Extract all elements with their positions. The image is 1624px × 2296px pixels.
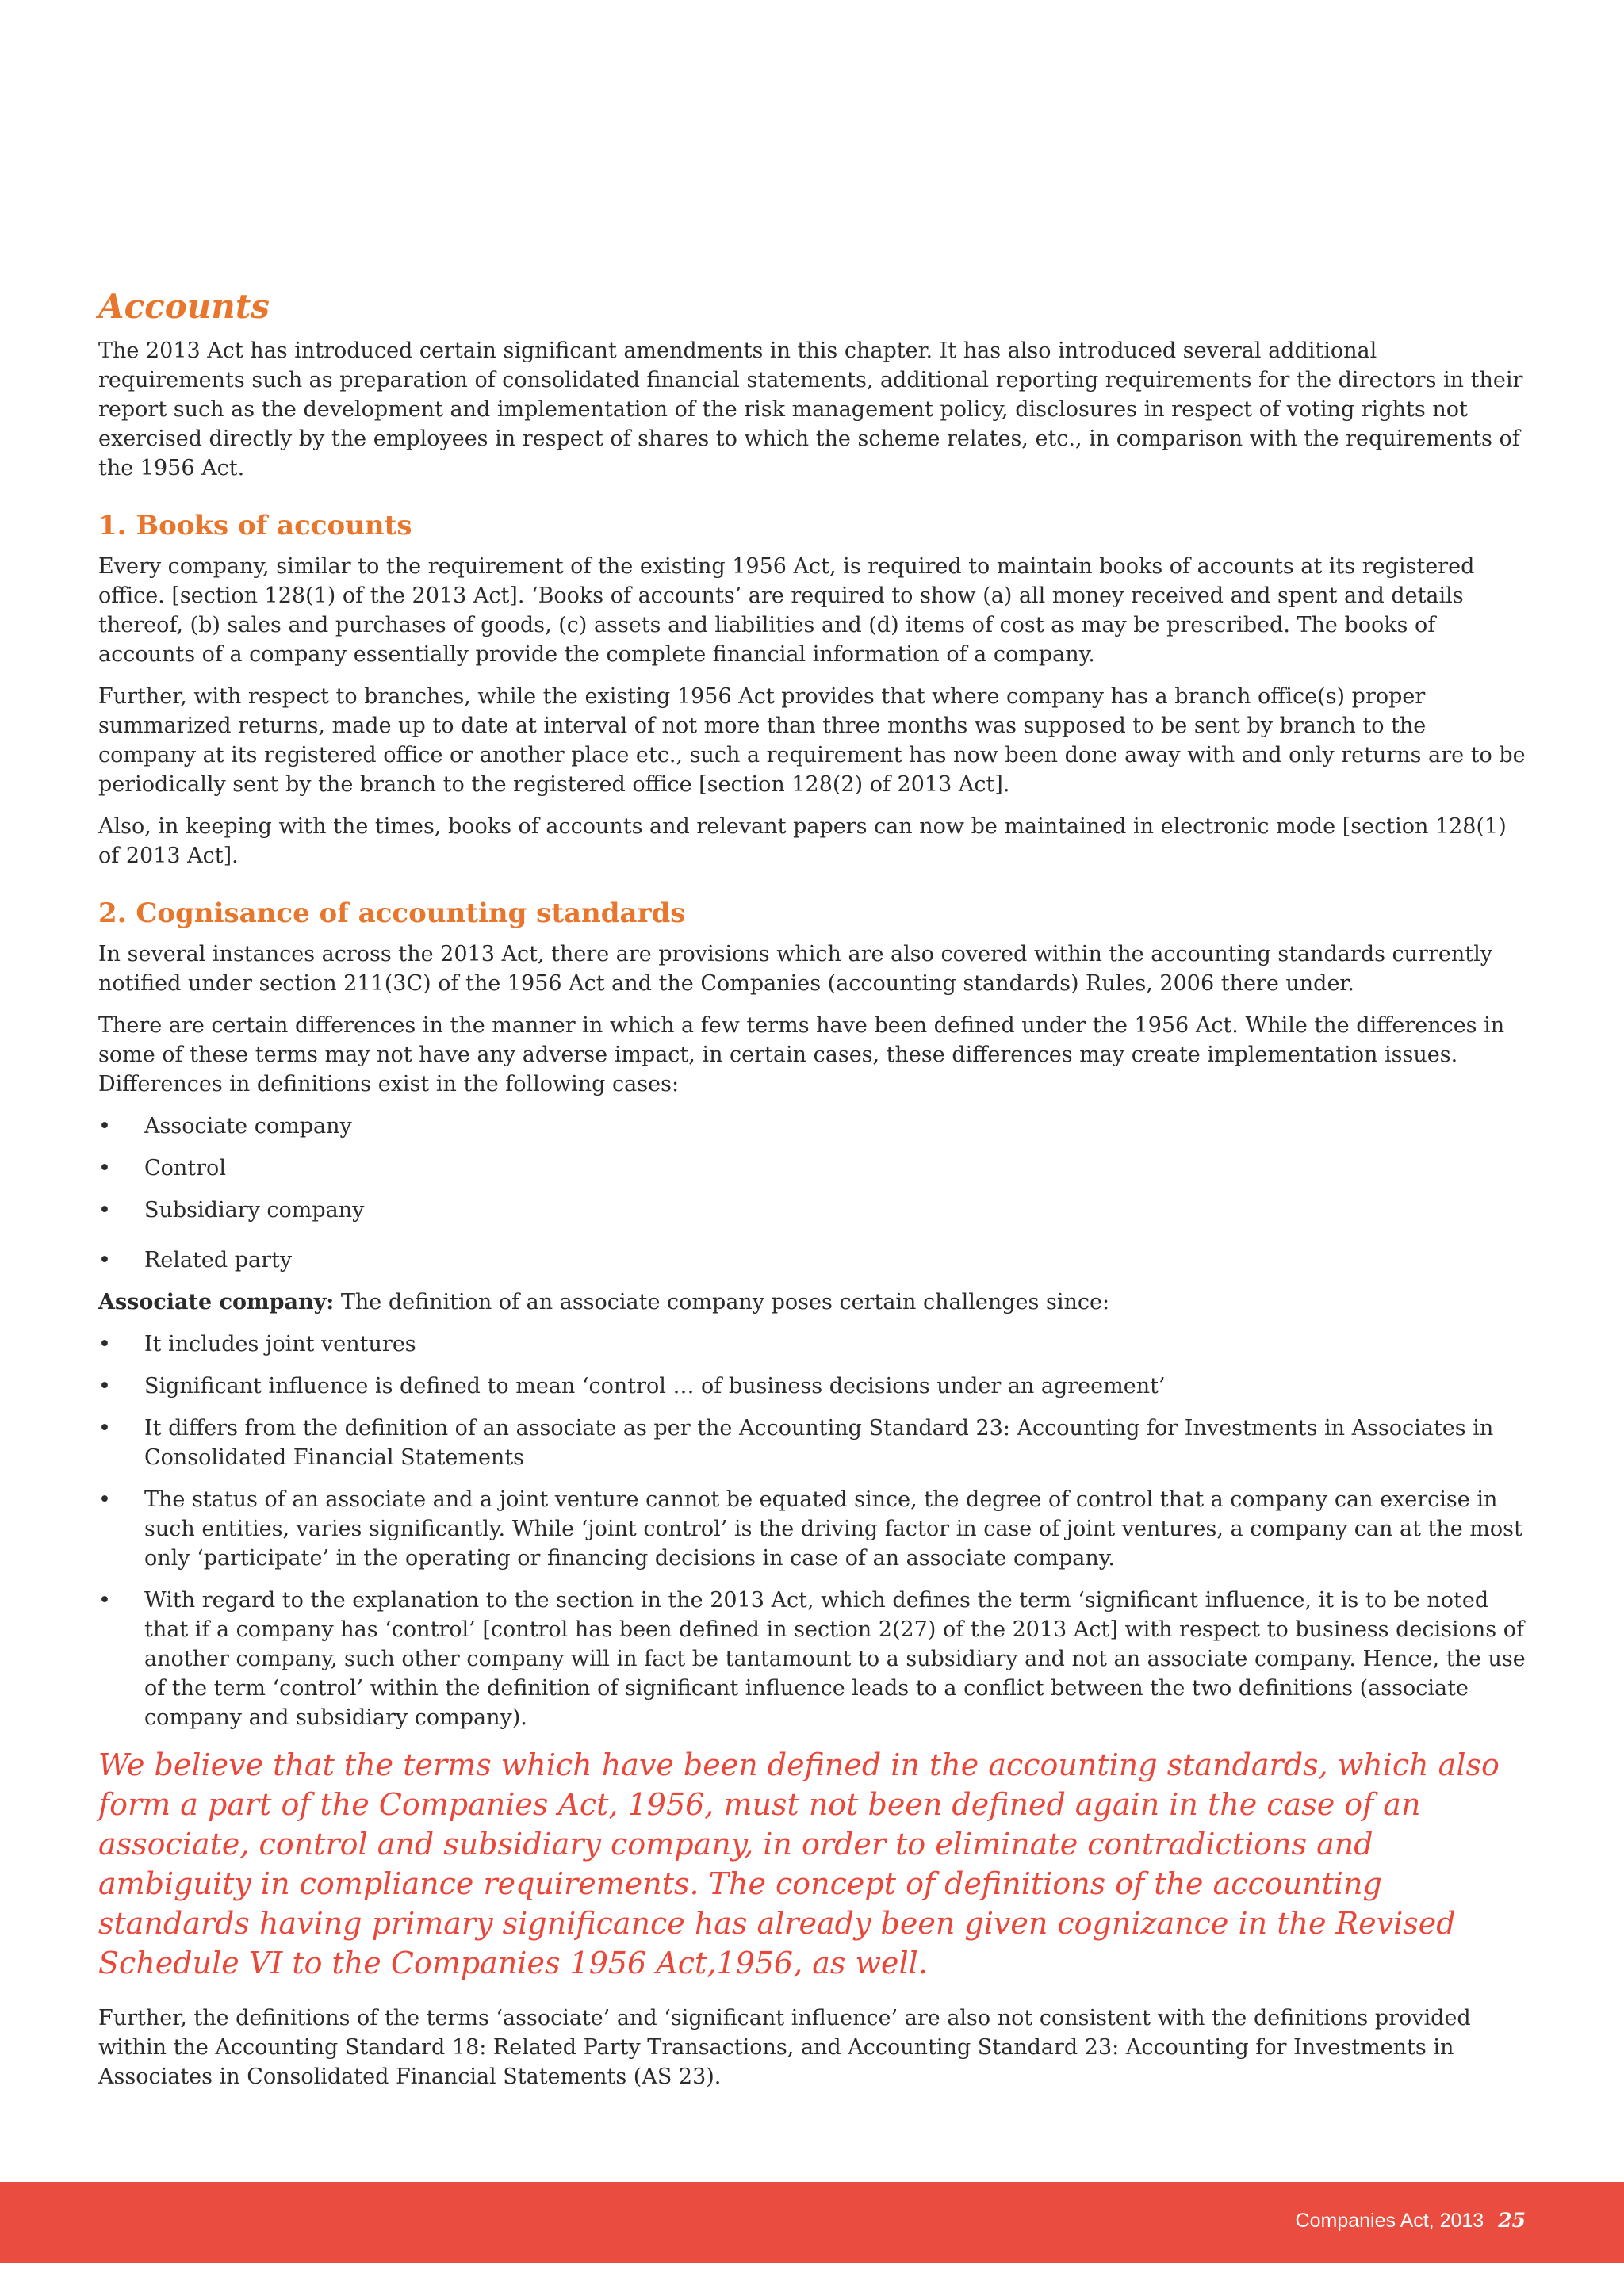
list-item: • Related party (98, 1246, 1526, 1275)
list-item: • It includes joint ventures (98, 1330, 1526, 1359)
bullet-icon: • (98, 1113, 111, 1138)
list-item: • Significant influence is defined to mean ‘control … of business decisions under an agreement’ (98, 1372, 1526, 1401)
footer-text (1296, 2209, 1526, 2233)
associate-company-paragraph (98, 1288, 1526, 1317)
intro-paragraph: The 2013 Act has introduced certain significant amendments in this chapter. It has also introduced several additional requirements such as preparation of consolidated financial statements, additional reporting requirements for the directors in their report such as the development and implementation of the risk management policy, disclosures in respect of voting rights not exercised directly by the employees in respect of shares to which the scheme relates, etc., in comparison with the requirements of the 1956 Act. (98, 339, 1523, 481)
list-item: • Control (98, 1154, 1526, 1183)
bullet-icon: • (98, 1373, 111, 1399)
definition-cases-list (98, 1112, 1526, 1275)
list-item: • It differs from the definition of an associate as per the Accounting Standard 23: Accounting for Investments in Associates in Consolidated Financial Statements (98, 1414, 1526, 1472)
cognisance-paragraph-3: Further, the definitions of the terms ‘associate’ and ‘significant influence’ are also not consistent with the definitions provided within the Accounting Standard 18: Related Party Transactions, and Accounting Standard 23: Accounting for Investments in Associates in Consolidated Financial Statements (AS 23). (98, 2005, 1471, 2089)
section-title: Accounts (98, 287, 270, 326)
books-heading: 1. Books of accounts (98, 510, 412, 542)
page-number: 25 (1498, 2209, 1526, 2232)
bullet-icon: • (98, 1197, 111, 1223)
bullet-icon: • (98, 1247, 111, 1272)
list-item: • The status of an associate and a joint venture cannot be equated since, the degree of control that a company can exercise in such entities, varies significantly. While ‘joint control’ is the driving factor in case of joint ventures, a company can at the most only ‘participate’ in the operating or financing decisions in case of an associate company. (98, 1485, 1526, 1573)
associate-company-lead: Associate company: (98, 1289, 335, 1314)
list-item: • Associate company (98, 1112, 1526, 1141)
footer-label: Companies Act, 2013 (1295, 2210, 1484, 2232)
bullet-icon: • (98, 1487, 111, 1512)
cognisance-paragraph-1: In several instances across the 2013 Act, there are provisions which are also covered within the accounting standards currently notified under section 211(3C) of the 1956 Act and the Companies (accounting standards) Rules, 2006 there under. (98, 941, 1492, 996)
associate-challenges-list (98, 1330, 1526, 1732)
page-content (98, 287, 1526, 2104)
books-paragraph-2: Further, with respect to branches, while the existing 1956 Act provides that where company has a branch office(s) proper summarized returns, made up to date at interval of not more than three months was supposed to be sent by branch to the company at its registered office or another place etc., such a requirement has now been done away with and only returns are to be periodically sent by the branch to the registered office [section 128(2) of 2013 Act]. (98, 684, 1526, 798)
pull-quote: We believe that the terms which have been defined in the accounting standards, which also form a part of the Companies Act, 1956, must not been defined again in the case of an associate, control and subsidiary company, in order to eliminate contradictions and ambiguity in compliance requirements. The concept of definitions of the accounting standards having primary significance has already been given cognizance in the Revised Schedule VI to the Companies 1956 Act,1956, as well. (98, 1747, 1500, 1980)
bullet-icon: • (98, 1587, 111, 1613)
books-paragraph-1: Every company, similar to the requirement of the existing 1956 Act, is required to maintain books of accounts at its registered office. [section 128(1) of the 2013 Act]. ‘Books of accounts’ are required to show (a) all money received and spent and details thereof, (b) sales and purchases of goods, (c) assets and liabilities and (d) items of cost as may be prescribed. The books of accounts of a company essentially provide the complete financial information of a company. (98, 554, 1475, 668)
cognisance-paragraph-2: There are certain differences in the manner in which a few terms have been defined under the 1956 Act. While the differences in some of these terms may not have any adverse impact, in certain cases, these differences may create implementation issues. Differences in definitions exist in the following cases: (98, 1012, 1505, 1096)
books-paragraph-3: Also, in keeping with the times, books of accounts and relevant papers can now be maintained in electronic mode [section 128(1) of 2013 Act]. (98, 814, 1507, 869)
bullet-icon: • (98, 1331, 111, 1357)
list-item: • Subsidiary company (98, 1196, 1526, 1225)
associate-company-text: The definition of an associate company poses certain challenges since: (334, 1289, 1110, 1314)
bullet-icon: • (98, 1415, 111, 1441)
bullet-icon: • (98, 1155, 111, 1181)
footer-bar (0, 2182, 1624, 2263)
cognisance-heading: 2. Cognisance of accounting standards (98, 897, 686, 930)
list-item: • With regard to the explanation to the section in the 2013 Act, which defines the term ‘significant influence, it is to be noted that if a company has ‘control’ [control has been defined in section 2(27) of the 2013 Act] with respect to business decisions of another company, such other company will in fact be tantamount to a subsidiary and not an associate company. Hence, the use of the term ‘control’ within the definition of significant influence leads to a conflict between the two definitions (associate company and subsidiary company). (98, 1586, 1526, 1732)
